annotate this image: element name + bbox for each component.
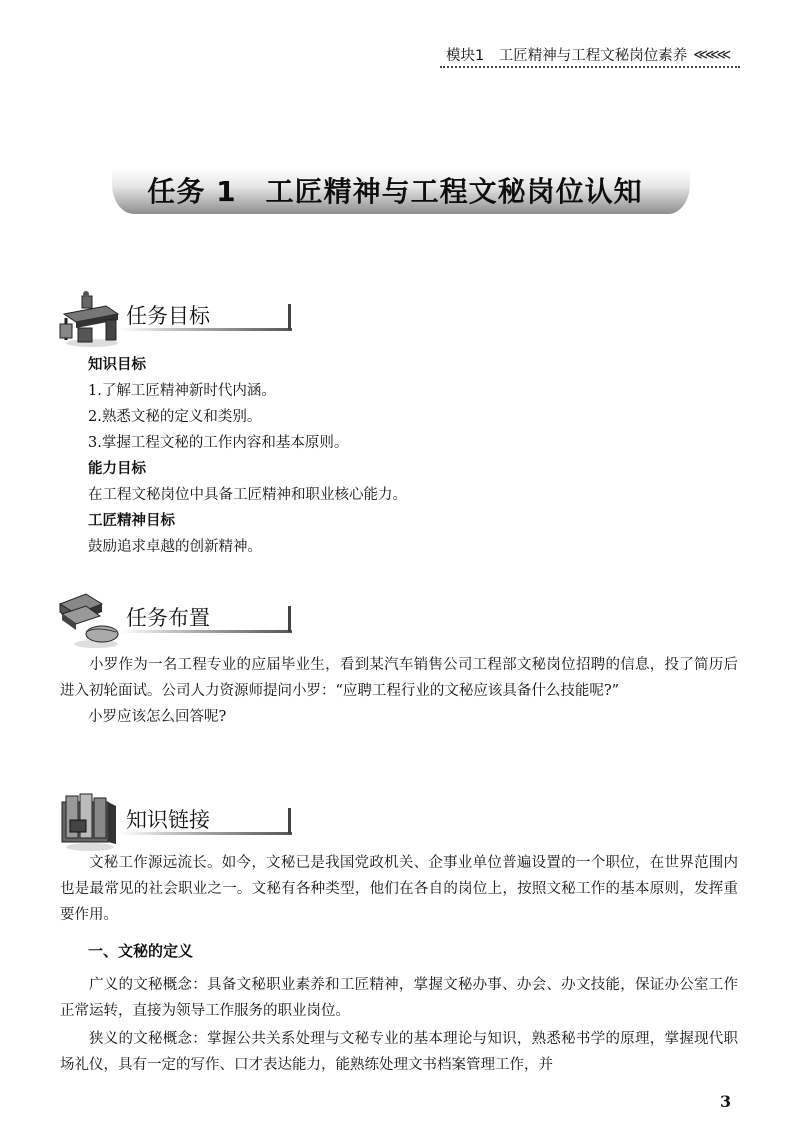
section-header-knowledge [56, 792, 316, 852]
section-title: 知识链接 [126, 808, 210, 832]
section-title: 任务布置 [126, 606, 210, 630]
broad-definition: 广义的文秘概念：具备文秘职业素养和工匠精神，掌握文秘办事、办会、办文技能，保证办公室工作正常运转，直接为领导工作服务的职业岗位。 [60, 977, 738, 1019]
knowledge-goal-title: 知识目标 [88, 357, 146, 373]
section-header-goals [56, 288, 316, 348]
knowledge-body [60, 850, 738, 1078]
section-title: 任务目标 [126, 304, 210, 328]
title-underline [120, 832, 292, 835]
page-number: 3 [720, 1092, 732, 1111]
knowledge-item: 1.了解工匠精神新时代内涵。 [88, 383, 276, 399]
knowledge-paragraph: 文秘工作源远流长。如今，文秘已是我国党政机关、企事业单位普遍设置的一个职位，在世界范围内也是最常见的社会职业之一。文秘有各种类型，他们在各自的岗位上，按照文秘工作的基本原则，发挥重要作用。 [60, 855, 738, 923]
spirit-goal-text: 鼓励追求卓越的创新精神。 [88, 539, 262, 555]
narrow-definition: 狭义的文秘概念：掌握公共关系处理与文秘专业的基本理论与知识，熟悉秘书学的原理，掌握现代职场礼仪，具有一定的写作、口才表达能力，能熟练处理文书档案管理工作，并 [60, 1031, 738, 1073]
header-rule [440, 66, 740, 68]
chevrons-icon: ≪≪≪ [693, 46, 729, 63]
ability-goal-text: 在工程文秘岗位中具备工匠精神和职业核心能力。 [88, 487, 407, 503]
definition-heading: 一、文秘的定义 [88, 942, 194, 960]
ability-goal-title: 能力目标 [88, 461, 146, 477]
assignment-paragraph-text: 小罗作为一名工程专业的应届毕业生，看到某汽车销售公司工程部文秘岗位招聘的信息，投了简历后进入初轮面试。公司人力资源师提问小罗：“应聘工程行业的文秘应该具备什么技能呢?” [60, 657, 738, 699]
assignment-paragraph [60, 652, 738, 704]
assignment-body [60, 652, 738, 730]
knowledge-item: 2.熟悉文秘的定义和类别。 [88, 409, 262, 425]
knowledge-item: 3.掌握工程文秘的工作内容和基本原则。 [88, 435, 349, 451]
title-end-bar [288, 304, 291, 330]
title-end-bar [288, 606, 291, 632]
title-underline [120, 630, 292, 633]
task-title: 任务 1 工匠精神与工程文秘岗位认知 [147, 175, 643, 208]
goals-body [88, 352, 738, 560]
title-underline [120, 328, 292, 331]
title-end-bar [288, 808, 291, 834]
books-mouse-icon [56, 590, 120, 650]
running-header-text: 模块1 工匠精神与工程文秘岗位素养 [446, 48, 688, 64]
spirit-goal-title: 工匠精神目标 [88, 513, 175, 529]
running-header [446, 44, 728, 65]
files-icon [56, 792, 120, 852]
desk-icon [56, 288, 120, 348]
section-header-assignment [56, 590, 316, 650]
assignment-question: 小罗应该怎么回答呢? [88, 709, 227, 725]
